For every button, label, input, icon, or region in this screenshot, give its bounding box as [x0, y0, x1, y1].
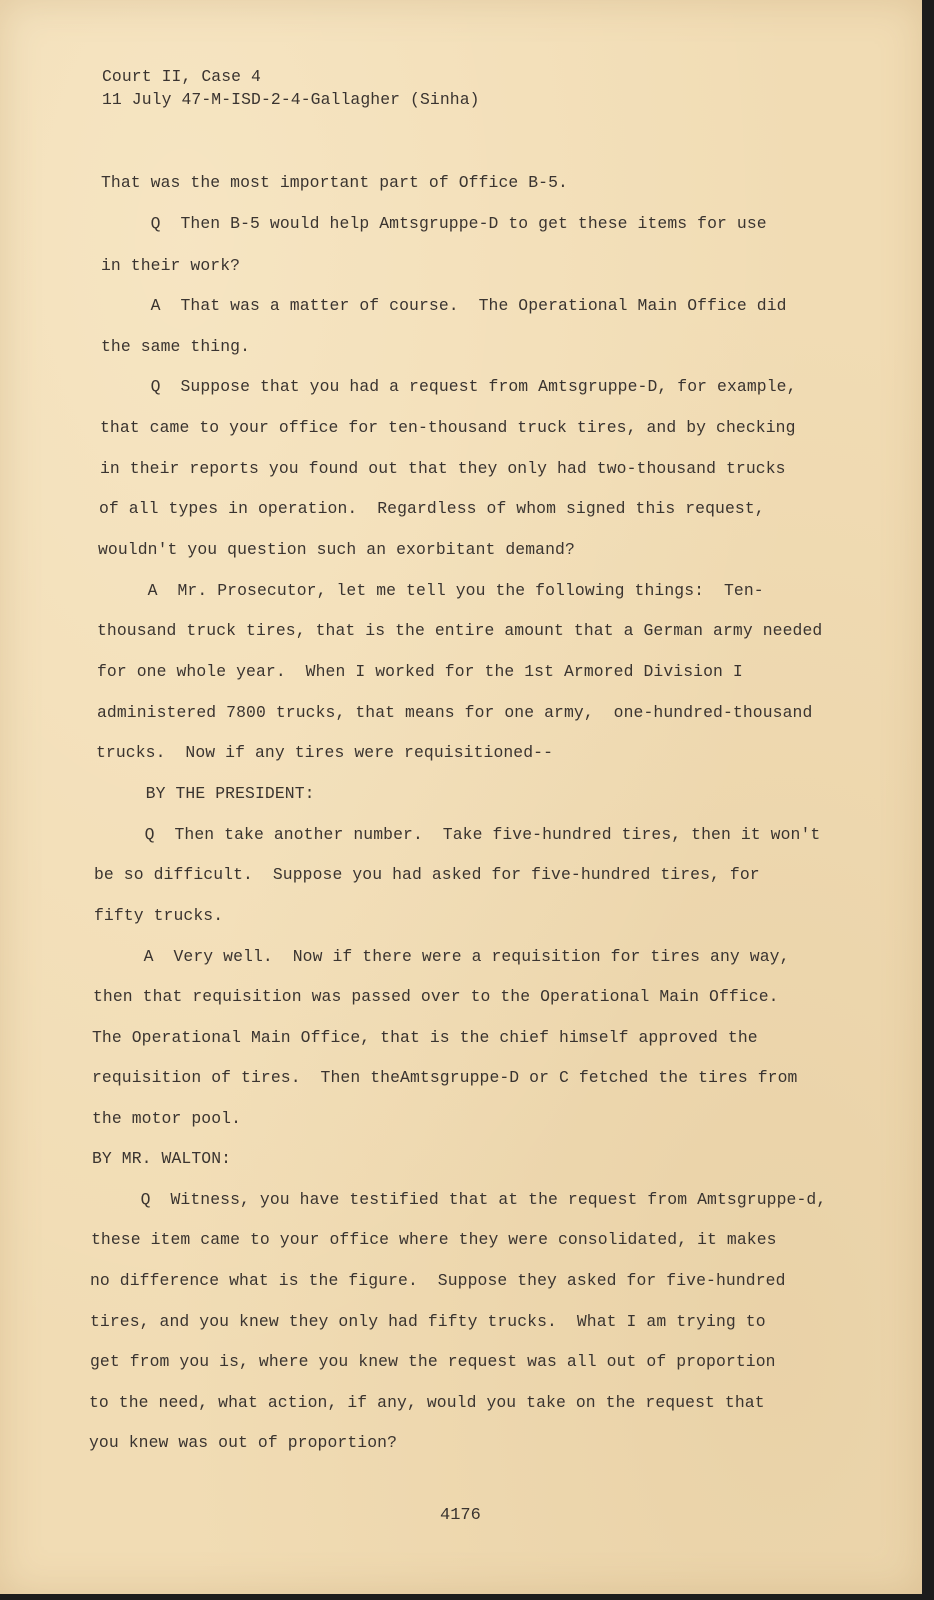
text-line: Q Suppose that you had a request from Amtsgruppe-D, for example, [101, 377, 797, 396]
text-line: BY MR. WALTON: [92, 1149, 232, 1168]
text-line: That was the most important part of Office B-5. [101, 173, 568, 192]
text-line: fifty trucks. [94, 906, 224, 925]
page-number: 4176 [440, 1506, 481, 1525]
text-line: Q Witness, you have testified that at the request from Amtsgruppe-d, [91, 1190, 827, 1209]
text-line: A That was a matter of course. The Operational Main Office did [101, 296, 787, 315]
text-line: administered 7800 trucks, that means for one army, one-hundred-thousand [97, 703, 813, 722]
text-line: The Operational Main Office, that is the chief himself approved the [92, 1028, 758, 1047]
text-line: no difference what is the figure. Suppose they asked for five-hundred [90, 1271, 786, 1290]
text-line: in their reports you found out that they only had two-thousand trucks [100, 459, 786, 478]
header-court-case: Court II, Case 4 [102, 67, 261, 86]
text-line: you knew was out of proportion? [89, 1433, 398, 1452]
text-line: trucks. Now if any tires were requisitioned-- [96, 743, 554, 762]
text-line: tires, and you knew they only had fifty trucks. What I am trying to [90, 1312, 766, 1331]
text-line: Q Then take another number. Take five-hundred tires, then it won't [95, 825, 821, 844]
text-line: in their work? [101, 256, 241, 275]
text-line: wouldn't you question such an exorbitant demand? [98, 540, 575, 559]
text-line: then that requisition was passed over to the Operational Main Office. [93, 987, 779, 1006]
text-line: BY THE PRESIDENT: [96, 784, 315, 803]
text-line: get from you is, where you knew the request was all out of proportion [90, 1352, 776, 1371]
text-line: A Very well. Now if there were a requisition for tires any way, [94, 947, 790, 966]
text-line: thousand truck tires, that is the entire amount that a German army needed [97, 621, 823, 640]
text-line: A Mr. Prosecutor, let me tell you the following things: Ten- [98, 581, 764, 600]
text-line: the same thing. [101, 337, 251, 356]
text-line: that came to your office for ten-thousand truck tires, and by checking [100, 418, 796, 437]
text-line: of all types in operation. Regardless of whom signed this request, [99, 499, 765, 518]
text-line: Q Then B-5 would help Amtsgruppe-D to get these items for use [101, 214, 767, 233]
text-line: requisition of tires. Then theAmtsgruppe-D or C fetched the tires from [92, 1068, 798, 1087]
text-line: the motor pool. [92, 1109, 242, 1128]
text-line: to the need, what action, if any, would you take on the request that [89, 1393, 765, 1412]
text-line: for one whole year. When I worked for the 1st Armored Division I [97, 662, 743, 681]
header-date-reference: 11 July 47-M-ISD-2-4-Gallagher (Sinha) [102, 90, 480, 109]
text-line: these item came to your office where they were consolidated, it makes [91, 1230, 777, 1249]
text-line: be so difficult. Suppose you had asked for five-hundred tires, for [94, 865, 760, 884]
